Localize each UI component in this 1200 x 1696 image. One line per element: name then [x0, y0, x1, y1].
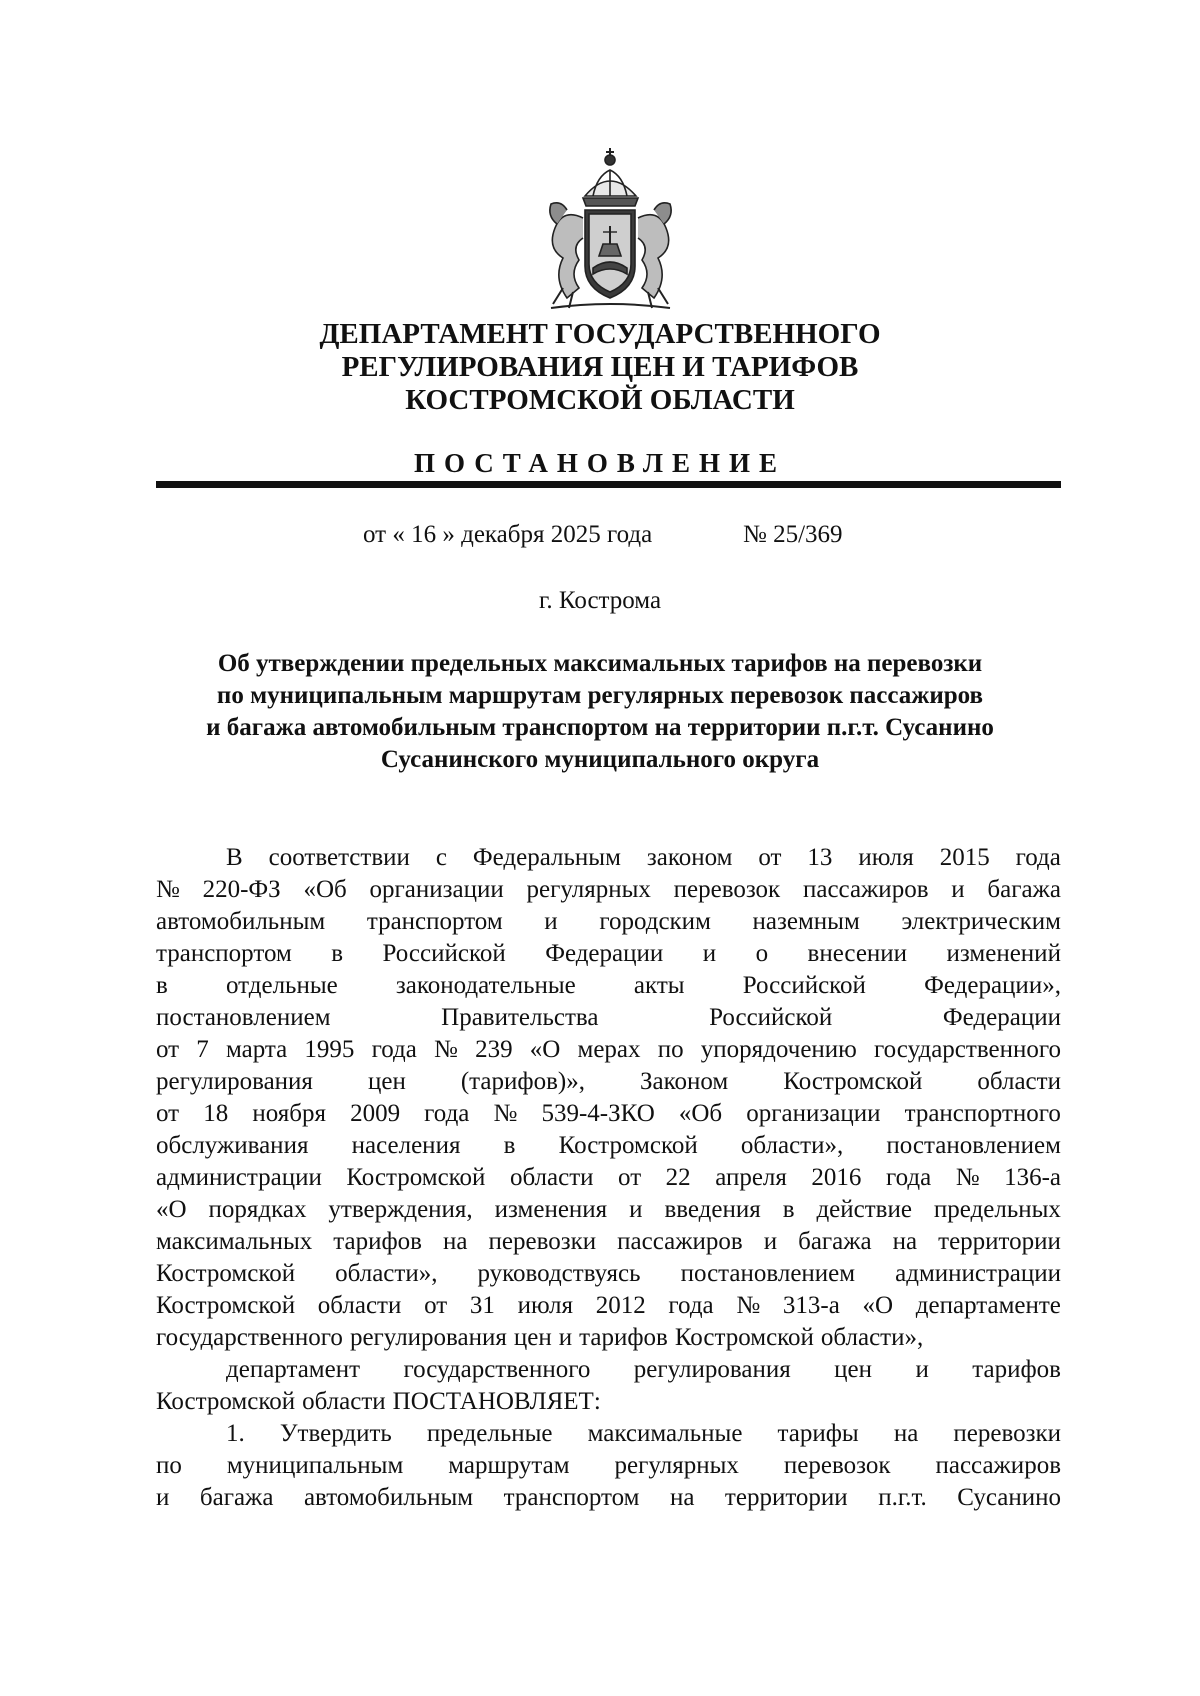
body-line: администрации Костромской области от 22 апреля 2016 года № 136-а — [156, 1164, 1061, 1191]
department-name — [0, 318, 1200, 417]
body-line: максимальных тарифов на перевозки пассажиров и багажа на территории — [156, 1228, 1061, 1255]
body-line: Костромской области от 31 июля 2012 года № 313-а «О департаменте — [156, 1292, 1061, 1319]
body-line: автомобильным транспортом и городским наземным электрическим — [156, 908, 1061, 935]
body-line: департамент государственного регулирования цен и тарифов — [226, 1356, 1061, 1383]
header-divider — [156, 481, 1061, 488]
title-line: Об утверждении предельных максимальных тарифов на перевозки — [217, 650, 983, 677]
body-line: по муниципальным маршрутам регулярных перевозок пассажиров — [156, 1452, 1061, 1479]
department-line: ДЕПАРТАМЕНТ ГОСУДАРСТВЕННОГО — [319, 318, 881, 350]
title-line: по муниципальным маршрутам регулярных перевозок пассажиров — [216, 682, 984, 709]
body-line: постановлением Правительства Российской Федерации — [156, 1004, 1061, 1031]
body-line: и багажа автомобильным транспортом на территории п.г.т. Сусанино — [156, 1484, 1061, 1511]
body-line: № 220-ФЗ «Об организации регулярных перевозок пассажиров и багажа — [156, 876, 1061, 903]
document-title — [0, 648, 1200, 776]
body-line: государственного регулирования цен и тарифов Костромской области», — [156, 1324, 924, 1351]
body-line: транспортом в Российской Федерации и о внесении изменений — [156, 940, 1061, 967]
body-line: 1. Утвердить предельные максимальные тарифы на перевозки — [226, 1420, 1061, 1447]
document-number: № 25/369 — [743, 521, 843, 548]
document-date: от « 16 » декабря 2025 года — [363, 521, 653, 548]
body-line: Костромской области», руководствуясь постановлением администрации — [156, 1260, 1061, 1287]
body-line: от 7 марта 1995 года № 239 «О мерах по упорядочению государственного — [156, 1036, 1061, 1063]
department-line: РЕГУЛИРОВАНИЯ ЦЕН И ТАРИФОВ — [341, 351, 859, 383]
body-line: «О порядках утверждения, изменения и введения в действие предельных — [156, 1196, 1061, 1223]
title-line: и багажа автомобильным транспортом на территории п.г.т. Сусанино — [206, 714, 994, 741]
document-type: ПОСТАНОВЛЕНИЕ — [413, 448, 787, 478]
kostroma-coat-of-arms-icon — [533, 138, 688, 316]
body-line: обслуживания населения в Костромской области», постановлением — [156, 1132, 1061, 1159]
body-line: В соответствии с Федеральным законом от 13 июля 2015 года — [226, 844, 1061, 871]
document-body — [156, 842, 1061, 1514]
document-city: г. Кострома — [538, 587, 662, 614]
body-line: регулирования цен (тарифов)», Законом Костромской области — [156, 1068, 1061, 1095]
title-line: Сусанинского муниципального округа — [380, 746, 820, 773]
body-line: от 18 ноября 2009 года № 539-4-ЗКО «Об организации транспортного — [156, 1100, 1061, 1127]
body-line: в отдельные законодательные акты Российской Федерации», — [156, 972, 1061, 999]
department-line: КОСТРОМСКОЙ ОБЛАСТИ — [405, 384, 795, 416]
body-line: Костромской области ПОСТАНОВЛЯЕТ: — [156, 1388, 601, 1415]
